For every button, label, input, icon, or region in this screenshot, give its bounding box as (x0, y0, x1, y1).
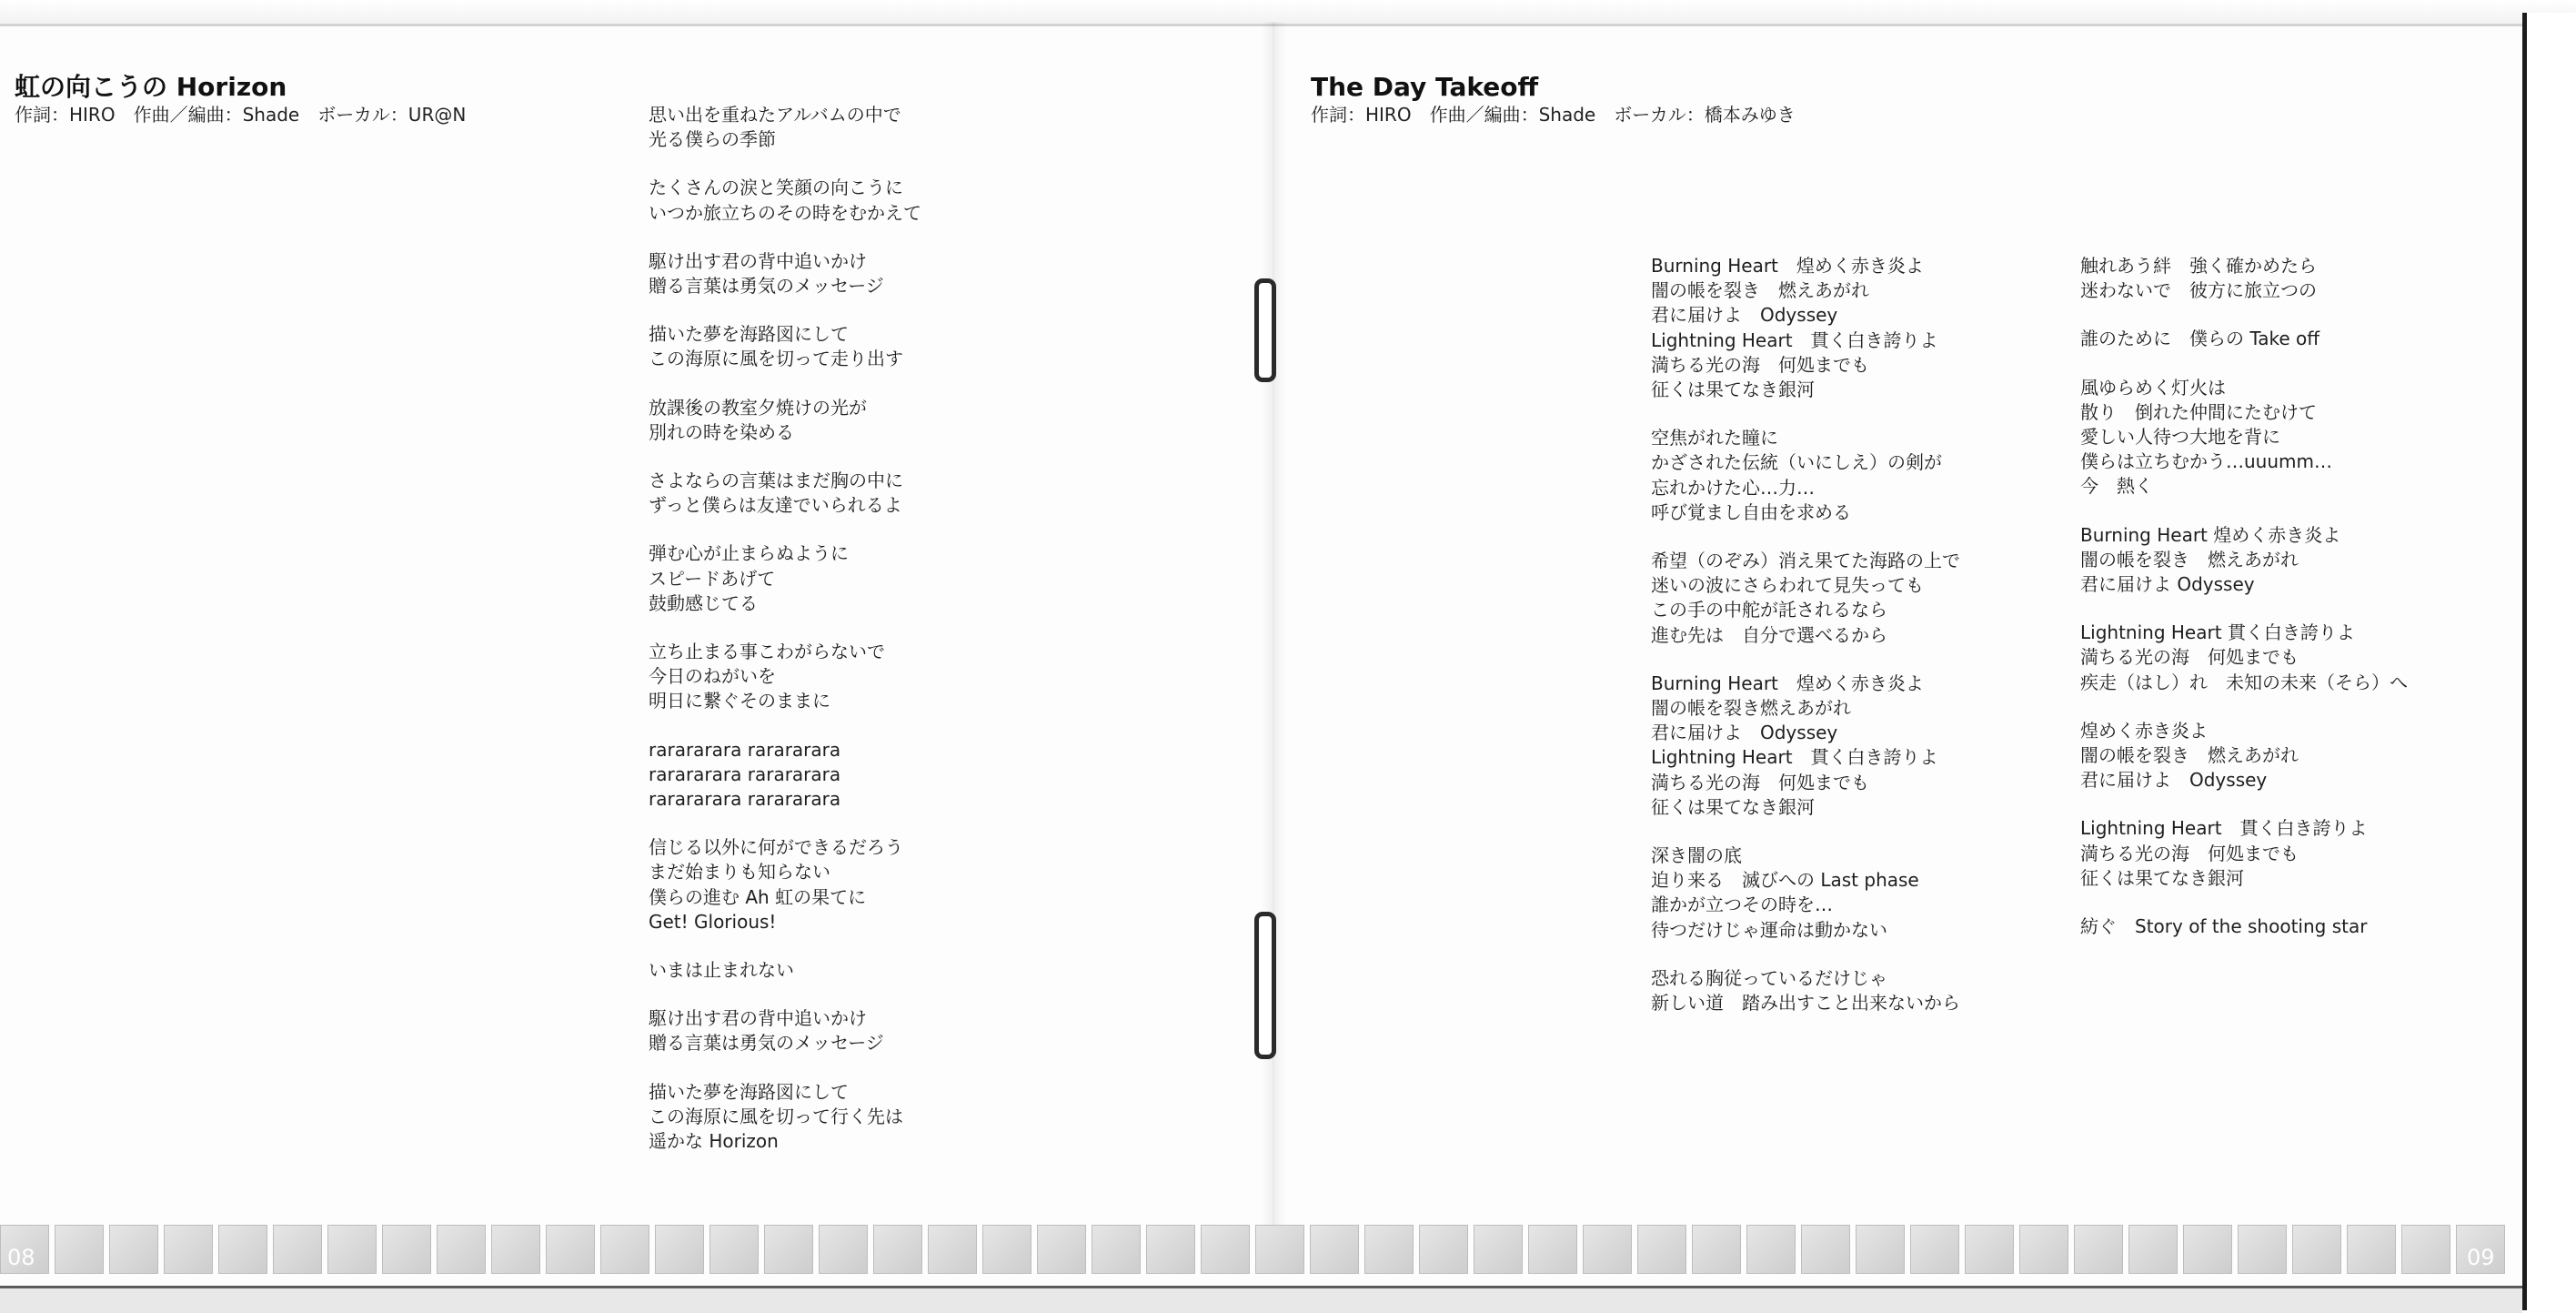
footer-square (1965, 1225, 2014, 1274)
song-credits-horizon: 作詞：HIRO 作曲／編曲：Shade ボーカル：UR@N (15, 104, 467, 126)
footer-square (109, 1225, 158, 1274)
lyric-line: 遥かな Horizon (649, 1130, 779, 1153)
lyric-line: 思い出を重ねたアルバムの中で (649, 104, 901, 126)
lyric-line: rarararara rarararara (649, 788, 841, 811)
lyric-line: 恐れる胸従っているだけじゃ (1651, 966, 1887, 989)
lyric-line: 闇の帳を裂き燃えあがれ (1651, 697, 1851, 720)
footer-square (1037, 1225, 1086, 1274)
lyric-stanza (649, 469, 1049, 518)
footer-square (873, 1225, 922, 1274)
lyric-stanza (649, 176, 1049, 225)
footer-square (1637, 1225, 1686, 1274)
lyric-line: 闇の帳を裂き 燃えあがれ (2080, 744, 2299, 767)
lyric-line: たくさんの涙と笑顔の向こうに (649, 177, 903, 199)
footer-square (764, 1225, 813, 1274)
footer-square (382, 1225, 431, 1274)
lyric-line: 満ちる光の海 何処までも (2080, 646, 2299, 669)
footer-square (1910, 1225, 1959, 1274)
lyric-line: 風ゆらめく灯火は (2080, 376, 2226, 399)
footer-square (437, 1225, 486, 1274)
lyric-line: 呼び覚まし自由を求める (1651, 500, 1851, 523)
footer-square (709, 1225, 759, 1274)
lyric-stanza (1651, 672, 2051, 820)
lyric-line: 待つだけじゃ運命は動かない (1651, 918, 1887, 941)
lyric-line: 駆け出す君の背中追いかけ (649, 249, 867, 272)
lyric-stanza (2080, 254, 2480, 303)
footer-square-strip (0, 1225, 2529, 1274)
lyric-stanza (1651, 549, 2051, 648)
footer-square (1146, 1225, 1195, 1274)
footer-square (1856, 1225, 1905, 1274)
lyric-line: 迷わないで 彼方に旅立つの (2080, 279, 2317, 302)
lyric-line: 誰のために 僕らの Take off (2080, 328, 2320, 350)
lyrics-column-day-takeoff-2 (2080, 254, 2480, 963)
footer-square (1310, 1225, 1359, 1274)
lyric-line: 僕らは立ちむかう…uuumm… (2080, 450, 2332, 473)
song-title-day-takeoff: The Day Takeoff (1311, 72, 1539, 102)
lyric-stanza (1651, 426, 2051, 525)
footer-square (1474, 1225, 1523, 1274)
lyric-line: 駆け出す君の背中追いかけ (649, 1007, 867, 1030)
lyric-line: 立ち止まる事こわがらないで (649, 641, 885, 663)
lyric-line: 満ちる光の海 何処までも (2080, 842, 2299, 864)
lyric-stanza (2080, 719, 2480, 793)
lyric-line: 空焦がれた瞳に (1651, 427, 1778, 449)
lyric-line: 君に届けよ Odyssey (2080, 769, 2268, 792)
lyric-line: 君に届けよ Odyssey (2080, 573, 2255, 596)
lyric-stanza (649, 396, 1049, 445)
lyric-stanza (649, 249, 1049, 298)
lyric-line: この海原に風を切って行く先は (649, 1105, 903, 1127)
footer-square (2183, 1225, 2232, 1274)
footer-square (1255, 1225, 1304, 1274)
lyric-stanza (649, 958, 1049, 983)
page-number-left: 08 (7, 1245, 35, 1270)
lyric-line: 描いた夢を海路図にして (649, 1080, 849, 1103)
footer-square (2128, 1225, 2178, 1274)
footer-square (1692, 1225, 1741, 1274)
lyric-stanza (2080, 376, 2480, 500)
lyric-line: ずっと僕らは友達でいられるよ (649, 494, 902, 517)
lyric-line: いまは止まれない (649, 959, 794, 982)
lyric-line: 君に届けよ Odyssey (1651, 722, 1838, 744)
lyric-line: 愛しい人待つ大地を背に (2080, 426, 2280, 449)
lyric-line: Burning Heart 煌めく赤き炎よ (1651, 255, 1924, 277)
footer-square (1583, 1225, 1632, 1274)
footer-square (273, 1225, 322, 1274)
lyric-stanza (2080, 327, 2480, 351)
lyric-stanza (1651, 966, 2051, 1015)
footer-square (928, 1225, 977, 1274)
lyric-line: 放課後の教室夕焼けの光が (649, 396, 867, 419)
lyric-line: 闇の帳を裂き 燃えあがれ (1651, 279, 1869, 302)
lyric-line: 散り 倒れた仲間にたむけて (2080, 400, 2317, 423)
footer-square (1801, 1225, 1850, 1274)
lyric-line: 満ちる光の海 何処までも (1651, 353, 1869, 376)
lyric-line: rarararara rarararara (649, 738, 841, 761)
lyrics-column-horizon (649, 103, 1049, 1177)
footer-square (1092, 1225, 1141, 1274)
lyric-line: 希望（のぞみ）消え果てた海路の上で (1651, 550, 1960, 572)
lyric-stanza (649, 738, 1049, 813)
lyric-line: 贈る言葉は勇気のメッセージ (649, 275, 884, 298)
footer-square (600, 1225, 649, 1274)
lyric-stanza (1651, 843, 2051, 943)
staple-upper (1254, 278, 1276, 382)
lyric-line: 紡ぐ Story of the shooting star (2080, 915, 2368, 938)
lyric-stanza (649, 322, 1049, 371)
lyric-line: 疾走（はし）れ 未知の未来（そら）へ (2080, 671, 2408, 693)
page-top-edge (0, 0, 2576, 26)
lyric-stanza (2080, 816, 2480, 891)
lyric-line: スピードあげて (649, 567, 776, 590)
lyric-stanza (649, 1080, 1049, 1155)
song-credits-day-takeoff: 作詞：HIRO 作曲／編曲：Shade ボーカル：橋本みゆき (1311, 104, 1796, 126)
footer-square (1528, 1225, 1577, 1274)
lyric-line: 新しい道 踏み出すこと出来ないから (1651, 992, 1960, 1015)
footer-square (327, 1225, 377, 1274)
page-bottom-edge (0, 1286, 2522, 1313)
footer-square (819, 1225, 868, 1274)
lyric-line: 鼓動感じてる (649, 591, 758, 614)
lyric-line: 信じる以外に何ができるだろう (649, 836, 903, 859)
lyric-line: 今 熱く (2080, 475, 2153, 498)
footer-square (218, 1225, 267, 1274)
lyric-line: 迷いの波にさらわれて見失っても (1651, 574, 1924, 597)
lyric-stanza (2080, 914, 2480, 939)
lyric-line: 闇の帳を裂き 燃えあがれ (2080, 548, 2299, 571)
lyric-line: 贈る言葉は勇気のメッセージ (649, 1032, 884, 1055)
lyric-line: 進む先は 自分で選べるから (1651, 623, 1887, 646)
lyric-line: 僕らの進む Ah 虹の果てに (649, 885, 867, 908)
lyric-line: 忘れかけた心…力… (1651, 476, 1815, 499)
lyric-line: 煌めく赤き炎よ (2080, 719, 2208, 742)
footer-square (982, 1225, 1031, 1274)
footer-square (2074, 1225, 2123, 1274)
footer-square (2238, 1225, 2287, 1274)
lyric-stanza (1651, 254, 2051, 402)
lyric-line: 征くは果てなき銀河 (2080, 866, 2244, 889)
footer-square (2292, 1225, 2341, 1274)
lyric-stanza (649, 1006, 1049, 1055)
lyric-line: 描いた夢を海路図にして (649, 323, 849, 346)
footer-square (1364, 1225, 1414, 1274)
lyric-line: rarararara rarararara (649, 763, 841, 785)
footer-square (2401, 1225, 2450, 1274)
lyric-line: Burning Heart 煌めく赤き炎よ (1651, 672, 1924, 694)
lyric-line: Burning Heart 煌めく赤き炎よ (2080, 523, 2341, 546)
footer-square (2347, 1225, 2396, 1274)
lyric-line: 征くは果てなき銀河 (1651, 795, 1815, 818)
lyric-line: 深き闇の底 (1651, 844, 1742, 867)
footer-square (1746, 1225, 1796, 1274)
lyric-line: さよならの言葉はまだ胸の中に (649, 470, 903, 492)
lyric-line: 弾む心が止まらぬように (649, 542, 849, 565)
lyric-line: Lightning Heart 貫く白き誇りよ (2080, 621, 2355, 644)
lyric-line: いつか旅立ちのその時をむかえて (649, 201, 921, 224)
lyric-stanza (649, 103, 1049, 152)
lyric-line: Get! Glorious! (649, 910, 777, 933)
lyric-line: この手の中舵が託されるなら (1651, 599, 1887, 621)
lyric-stanza (649, 835, 1049, 934)
lyric-line: 光る僕らの季節 (649, 128, 776, 151)
lyrics-column-day-takeoff-1 (1651, 254, 2051, 1039)
footer-square (546, 1225, 595, 1274)
lyric-line: 迫り来る 滅びへの Last phase (1651, 869, 1919, 892)
lyric-stanza (2080, 523, 2480, 598)
lyric-line: 明日に繋ぐそのままに (649, 690, 830, 712)
page-number-right: 09 (2467, 1245, 2495, 1270)
lyric-stanza (649, 640, 1049, 714)
lyric-line: まだ始まりも知らない (649, 861, 830, 884)
page-right-edge (2522, 13, 2576, 1310)
footer-square (1201, 1225, 1250, 1274)
lyric-line: Lightning Heart 貫く白き誇りよ (1651, 746, 1938, 769)
footer-square (55, 1225, 104, 1274)
lyric-stanza (649, 541, 1049, 616)
lyric-line: 君に届けよ Odyssey (1651, 304, 1838, 327)
lyric-line: 別れの時を染める (649, 420, 794, 443)
footer-square (1419, 1225, 1468, 1274)
staple-lower (1254, 912, 1276, 1059)
lyric-line: この海原に風を切って走り出す (649, 348, 903, 370)
lyric-line: かざされた伝統（いにしえ）の剣が (1651, 451, 1942, 474)
song-title-horizon: 虹の向こうの Horizon (15, 72, 287, 102)
lyric-line: Lightning Heart 貫く白き誇りよ (2080, 817, 2368, 840)
lyric-line: 今日のねがいを (649, 665, 776, 688)
lyric-line: 触れあう絆 強く確かめたら (2080, 255, 2317, 277)
lyric-line: 征くは果てなき銀河 (1651, 379, 1815, 401)
footer-square (655, 1225, 704, 1274)
lyric-line: 満ちる光の海 何処までも (1651, 771, 1869, 793)
lyric-line: Lightning Heart 貫く白き誇りよ (1651, 328, 1938, 351)
lyric-stanza (2080, 621, 2480, 695)
footer-square (2019, 1225, 2068, 1274)
footer-square (164, 1225, 213, 1274)
lyric-line: 誰かが立つその時を… (1651, 894, 1833, 916)
footer-square (491, 1225, 540, 1274)
